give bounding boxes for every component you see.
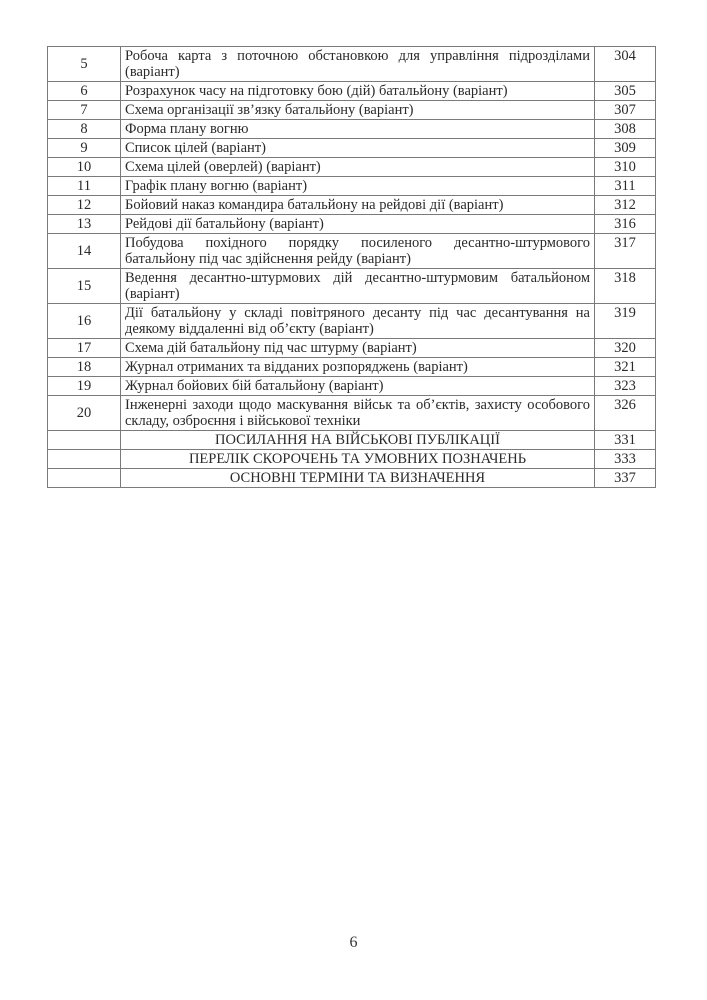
toc-row-page: 305	[595, 82, 656, 101]
toc-row-page: 310	[595, 158, 656, 177]
page-number: 6	[349, 934, 358, 951]
toc-row-title: Ведення десантно-штурмових дій десантно-штурмовим батальйоном (варіант)	[121, 269, 595, 304]
toc-row-title: Журнал бойових бій батальйону (варіант)	[121, 377, 595, 396]
toc-row	[48, 304, 656, 339]
toc-row-number: 9	[48, 139, 121, 158]
toc-row-page: 317	[595, 234, 656, 269]
toc-row	[48, 339, 656, 358]
toc-row-title: Дії батальйону у складі повітряного десанту під час десантування на деякому віддаленні від об’єкту (варіант)	[121, 304, 595, 339]
toc-row	[48, 139, 656, 158]
toc-row	[48, 215, 656, 234]
toc-row	[48, 47, 656, 82]
toc-row	[48, 269, 656, 304]
toc-row-number: 18	[48, 358, 121, 377]
toc-row-title: Інженерні заходи щодо маскування військ та об’єктів, захисту особового складу, озброєння і військової техніки	[121, 396, 595, 431]
toc-row-title: Побудова похідного порядку посиленого десантно-штурмового батальйону під час здійснення рейду (варіант)	[121, 234, 595, 269]
toc-row-page: 318	[595, 269, 656, 304]
toc-row-number: 19	[48, 377, 121, 396]
toc-section-page: 337	[595, 469, 656, 488]
toc-row-number: 14	[48, 234, 121, 269]
toc-row	[48, 120, 656, 139]
toc-row-title: Робоча карта з поточною обстановкою для управління підрозділами (варіант)	[121, 47, 595, 82]
toc-row-page: 312	[595, 196, 656, 215]
toc-row	[48, 234, 656, 269]
toc-row-page: 309	[595, 139, 656, 158]
toc-section-title: ПЕРЕЛІК СКОРОЧЕНЬ ТА УМОВНИХ ПОЗНАЧЕНЬ	[121, 450, 595, 469]
toc-row-page: 311	[595, 177, 656, 196]
toc-row-page: 307	[595, 101, 656, 120]
table-of-contents	[47, 46, 656, 488]
toc-row	[48, 377, 656, 396]
toc-row-number: 15	[48, 269, 121, 304]
toc-row	[48, 177, 656, 196]
toc-section-title: ПОСИЛАННЯ НА ВІЙСЬКОВІ ПУБЛІКАЦІЇ	[121, 431, 595, 450]
toc-row-title: Схема організації зв’язку батальйону (варіант)	[121, 101, 595, 120]
toc-row-page: 320	[595, 339, 656, 358]
toc-row	[48, 82, 656, 101]
toc-row-number: 8	[48, 120, 121, 139]
toc-row-page: 321	[595, 358, 656, 377]
toc-row	[48, 196, 656, 215]
toc-row	[48, 158, 656, 177]
toc-row-number: 12	[48, 196, 121, 215]
toc-row-title: Журнал отриманих та відданих розпоряджень (варіант)	[121, 358, 595, 377]
toc-row	[48, 358, 656, 377]
toc-row-number: 11	[48, 177, 121, 196]
toc-row-title: Форма плану вогню	[121, 120, 595, 139]
toc-row-number: 10	[48, 158, 121, 177]
toc-row-title: Список цілей (варіант)	[121, 139, 595, 158]
toc-row-page: 326	[595, 396, 656, 431]
toc-row-number: 5	[48, 47, 121, 82]
toc-row-title: Схема цілей (оверлей) (варіант)	[121, 158, 595, 177]
toc-section-row	[48, 469, 656, 488]
toc-row-number: 13	[48, 215, 121, 234]
toc-section-row	[48, 431, 656, 450]
toc-row-number: 16	[48, 304, 121, 339]
toc-row-title: Схема дій батальйону під час штурму (варіант)	[121, 339, 595, 358]
toc-row-page: 308	[595, 120, 656, 139]
toc-row-title: Графік плану вогню (варіант)	[121, 177, 595, 196]
toc-section-title: ОСНОВНІ ТЕРМІНИ ТА ВИЗНАЧЕННЯ	[121, 469, 595, 488]
toc-row-number: 6	[48, 82, 121, 101]
toc-section-number	[48, 469, 121, 488]
toc-row-title: Бойовий наказ командира батальйону на рейдові дії (варіант)	[121, 196, 595, 215]
toc-section-number	[48, 450, 121, 469]
toc-section-row	[48, 450, 656, 469]
toc-row	[48, 101, 656, 120]
toc-row	[48, 396, 656, 431]
toc-row-page: 304	[595, 47, 656, 82]
toc-section-page: 331	[595, 431, 656, 450]
toc-row-page: 323	[595, 377, 656, 396]
toc-row-number: 7	[48, 101, 121, 120]
toc-section-number	[48, 431, 121, 450]
toc-row-page: 319	[595, 304, 656, 339]
toc-row-title: Рейдові дії батальйону (варіант)	[121, 215, 595, 234]
toc-row-title: Розрахунок часу на підготовку бою (дій) батальйону (варіант)	[121, 82, 595, 101]
toc-row-page: 316	[595, 215, 656, 234]
toc-row-number: 17	[48, 339, 121, 358]
toc-section-page: 333	[595, 450, 656, 469]
toc-row-number: 20	[48, 396, 121, 431]
